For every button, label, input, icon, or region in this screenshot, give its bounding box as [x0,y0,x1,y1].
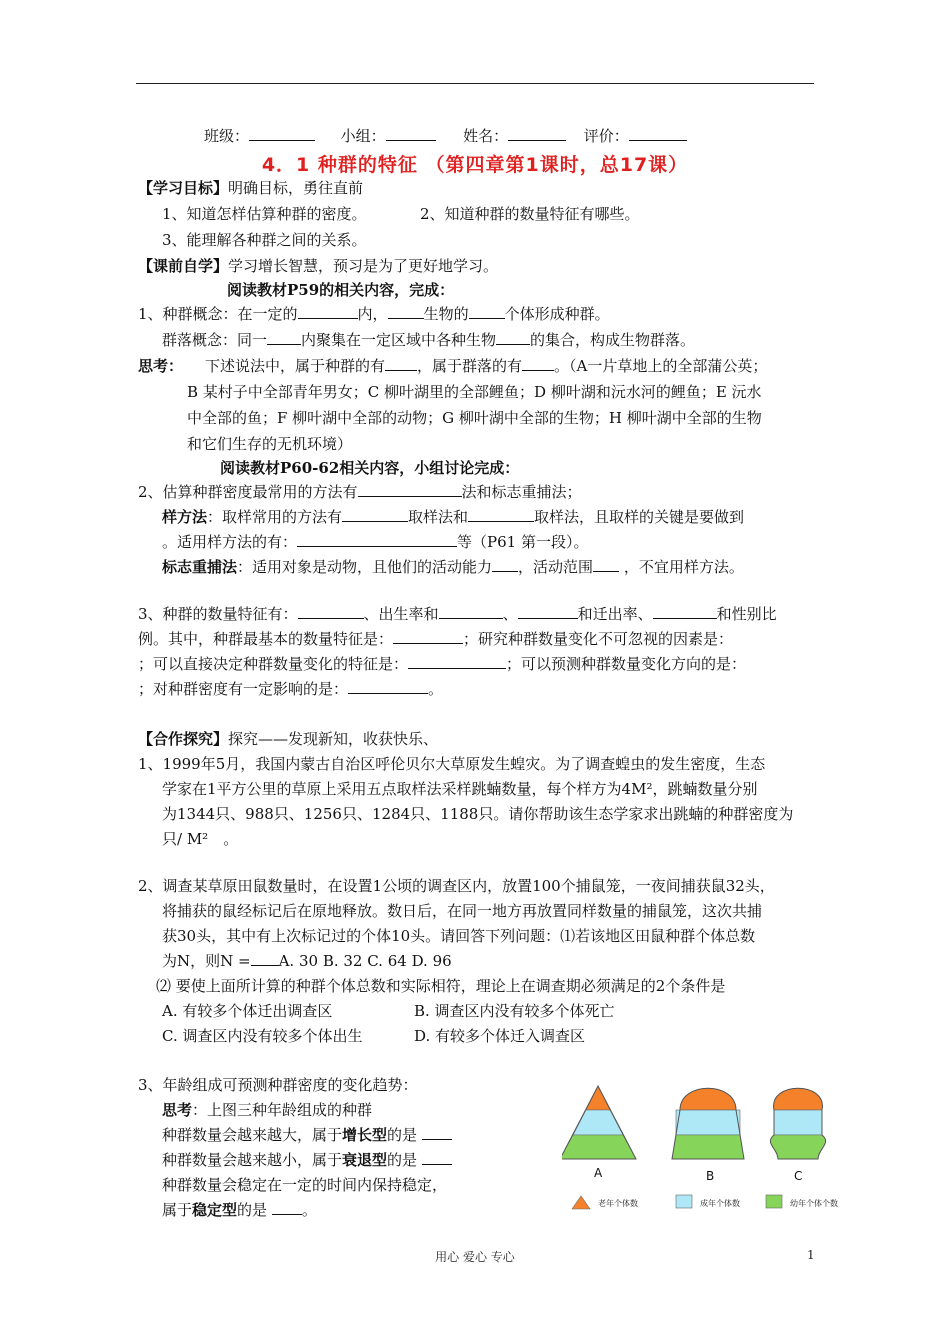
problem-1-line-1: 1、1999年5月，我国内蒙古自治区呼伦贝尔大草原发生蝗灾。为了调查蝗虫的发生密度，生态 [138,755,766,773]
think-question-line-4: 和它们生存的无机环境） [187,435,353,453]
eval-blank[interactable] [629,126,687,141]
pyramid-a-adult [573,1110,623,1135]
label-c: C [794,1169,803,1183]
q1-blank-5[interactable] [496,330,530,345]
name-blank[interactable] [508,126,566,141]
sample-text-b: 取样法和 [408,508,469,526]
problem-3-line-1: 3、年龄组成可预测种群密度的变化趋势： [138,1076,418,1094]
q3-text-b: 、出生率和 [363,605,439,623]
question-3-line-1 [138,604,777,624]
decline-type-label: 衰退型 [342,1151,388,1169]
q1-text-b: 内， [357,305,388,323]
q1-blank-3[interactable] [469,304,505,319]
mark-blank-1[interactable] [492,557,518,572]
age-pyramid-b [672,1088,744,1159]
goals-intro: 明确目标，勇往直前 [228,179,364,197]
think-question-line-2: B 某村子中全部青年男女；C 柳叶湖里的全部鲤鱼；D 柳叶湖和沅水河的鲤鱼；E 沅水 [187,383,762,401]
q1-text-d: 个体形成种群。 [504,305,610,323]
question-2 [138,482,582,502]
age-pyramid-c [770,1088,825,1159]
problem-2-line-1: 2、调查某草原田鼠数量时，在设置1公顷的调查区内，放置100个捕鼠笼，一夜间捕获鼠32头， [138,877,775,895]
pyramid-c-adult [774,1110,822,1135]
q3-text-j: ；对种群密度有一定影响的是： [138,680,349,698]
problem-2-line-2: 将捕获的鼠经标记后在原地释放。数日后，在同一地方再放置同样数量的捕鼠笼，这次共捕 [162,902,763,920]
problem-3-line-2 [162,1100,372,1120]
decline-blank[interactable] [422,1150,452,1165]
page-title: 4．1 种群的特征 （第四章第1课时，总17课） [261,154,689,176]
legend-young-swatch [766,1195,782,1208]
coop-heading: 【合作探究】 [138,730,229,748]
stable-type-line [162,1200,317,1220]
question-3-line-3 [138,654,746,674]
stable-blank[interactable] [272,1200,302,1215]
problem-1-line-2: 学家在1平方公里的草原上采用五点取样法采样跳蝻数量，每个样方为4M²，跳蝻数量分别 [162,780,758,798]
label-b: B [706,1169,715,1183]
q2-blank-1[interactable] [358,482,462,497]
p2-n-blank[interactable] [251,951,279,966]
q3-text-h: ；可以直接决定种群数量变化的特征是： [138,655,409,673]
class-label: 班级： [204,127,250,145]
q3-blank-2[interactable] [439,604,503,619]
pyramid-b-old [680,1088,736,1110]
legend-young-text: 幼年个体个数 [790,1199,838,1208]
stable-desc-line: 种群数量会稳定在一定的时间内保持稳定， [162,1176,448,1194]
problem-3-text: ：上图三种年龄组成的种群 [192,1101,373,1119]
coop-heading-line [138,729,438,749]
q1-text-a: 1、种群概念：在一定的 [138,305,298,323]
q1-text-c: 生物的 [423,305,469,323]
page-number: 1 [807,1248,815,1262]
group-label: 小组： [340,127,386,145]
option-c: C. 调查区内没有较多个体出生 [162,1027,363,1045]
problem-1-line-4: 只/ M² 。 [162,830,239,848]
mark-text-c: ，不宜用样方法。 [619,558,744,576]
question-3-line-4 [138,679,443,699]
think-blank-1[interactable] [385,356,417,371]
stable-text-a: 属于 [162,1201,193,1219]
pyramid-c-old [774,1088,823,1110]
goals-heading: 【学习目标】 [138,179,229,197]
goal-3: 3、能理解各种群之间的关系。 [162,231,367,249]
mark-recapture-label: 标志重捕法 [162,558,238,576]
q3-text-c: 、 [502,605,518,623]
age-pyramid-a [562,1086,636,1159]
think-text-b: ，属于群落的有 [417,357,523,375]
q1-blank-1[interactable] [298,304,358,319]
goals-heading-line [138,178,363,198]
decline-text-a: 种群数量会越来越小，属于 [162,1151,343,1169]
think-blank-2[interactable] [522,356,554,371]
preview-intro: 学习增长智慧，预习是为了更好地学习。 [228,257,499,275]
q1-text-f: 内聚集在一定区域中各种生物 [301,331,497,349]
sample-blank-2[interactable] [468,507,534,522]
q3-blank-4[interactable] [653,604,717,619]
pyramid-b-adult [676,1110,740,1135]
p2-options: A. 30 B. 32 C. 64 D. 96 [278,952,452,970]
growth-text-c: 的是 [387,1126,418,1144]
q3-text-k: 。 [428,680,444,698]
group-blank[interactable] [386,126,436,141]
legend-old-swatch [572,1196,590,1209]
decline-type-line [162,1150,452,1170]
decline-text-c: 的是 [387,1151,418,1169]
goal-2: 2、知道种群的数量特征有哪些。 [420,205,640,223]
problem-1-line-3: 为1344只、988只、1256只、1284只、1188只。请你帮助该生态学家求出跳蝻的种群密度为 [162,805,794,823]
q3-text-i: ；可以预测种群数量变化方向的是： [506,655,747,673]
growth-type-line [162,1125,452,1145]
option-d: D. 有较多个体迁入调查区 [414,1027,586,1045]
mark-text-a: ：适用对象是动物，且他们的活动能力 [237,558,493,576]
growth-text-a: 种群数量会越来越大，属于 [162,1126,343,1144]
sample-method-line-1 [162,507,744,527]
pyramid-c-young [770,1135,825,1159]
think-text-a: 下述说法中，属于种群的有 [205,357,386,375]
growth-blank[interactable] [422,1125,452,1140]
eval-label: 评价： [583,127,629,145]
think-question-line-3: 中全部的鱼；F 柳叶湖中全部的动物；G 柳叶湖中全部的生物；H 柳叶湖中全部的生物 [187,409,762,427]
question-3-line-2 [138,629,733,649]
read-instruction-1: 阅读教材P59的相关内容，完成： [227,281,455,299]
q3-blank-1[interactable] [298,604,364,619]
problem-2-line-5: ⑵ 要使上面所计算的种群个体总数和实际相符，理论上在调查期必须满足的2个条件是 [156,977,726,995]
question-1-community [162,330,695,350]
problem-3-think-label: 思考 [162,1101,193,1119]
growth-type-label: 增长型 [342,1126,388,1144]
question-1-population [138,304,610,324]
problem-2-line-4 [162,951,452,971]
legend-adult-swatch [676,1195,692,1208]
coop-intro: 探究——发现新知，收获快乐、 [228,730,439,748]
q3-blank-6[interactable] [408,654,506,669]
mark-blank-2[interactable] [593,557,619,572]
problem-2-line-3: 获30头，其中有上次标记过的个体10头。请回答下列问题：⑴若该地区田鼠种群个体总数 [162,927,756,945]
q3-text-d: 和迁出率、 [577,605,653,623]
goal-1: 1、知道怎样估算种群的密度。 [162,205,367,223]
q3-blank-5[interactable] [393,629,463,644]
sample-text-e: 等（P61 第一段）。 [457,533,589,551]
pyramid-b-young [672,1135,744,1159]
pyramid-a-old [586,1086,610,1110]
option-a: A. 有较多个体迁出调查区 [162,1002,333,1020]
legend-old-text: 老年个体数 [598,1199,638,1208]
footer-text: 用心 爱心 专心 [435,1250,515,1264]
name-label: 姓名： [463,127,509,145]
mark-text-b: ，活动范围 [518,558,594,576]
think-question-line-1 [138,356,767,376]
student-info-row [204,126,687,146]
q1-blank-2[interactable] [388,304,424,319]
label-a: A [594,1166,603,1180]
q3-text-a: 3、种群的数量特征有： [138,605,298,623]
sample-text-c: 取样法，且取样的关键是要做到 [534,508,745,526]
stable-text-d: 。 [301,1201,317,1219]
q1-blank-4[interactable] [267,330,301,345]
think-label: 思考： [138,357,184,375]
p2-n-label: 为N，则N = [162,952,251,970]
preview-heading: 【课前自学】 [138,257,229,275]
q2-text-a: 2、估算种群密度最常用的方法有 [138,483,358,501]
legend-adult-text: 成年个体数 [700,1199,740,1208]
header-rule [136,83,814,84]
q3-text-g: ；研究种群数量变化不可忽视的因素是： [463,630,734,648]
stable-text-c: 的是 [237,1201,268,1219]
stable-type-label: 稳定型 [192,1201,238,1219]
option-b: B. 调查区内没有较多个体死亡 [414,1002,615,1020]
sample-blank-1[interactable] [342,507,408,522]
sample-text-d: 。适用样方法的有： [162,533,298,551]
sample-text-a: ：取样常用的方法有 [207,508,343,526]
preview-heading-line [138,256,498,276]
q2-text-b: 法和标志重捕法； [461,483,582,501]
q3-text-e: 和性别比 [716,605,777,623]
q3-blank-3[interactable] [518,604,578,619]
mark-recapture-line [162,557,744,577]
think-text-c: 。（A一片草地上的全部蒲公英； [554,357,768,375]
q1-text-e: 群落概念：同一 [162,331,268,349]
age-structure-diagram [562,1083,852,1213]
sample-method-line-2 [162,532,588,552]
q1-text-g: 的集合，构成生物群落。 [530,331,696,349]
sample-method-label: 样方法 [162,508,208,526]
q3-text-f: 例。其中，种群最基本的数量特征是： [138,630,394,648]
q3-blank-7[interactable] [348,679,428,694]
class-blank[interactable] [249,126,315,141]
sample-blank-3[interactable] [297,532,457,547]
read-instruction-2: 阅读教材P60-62相关内容，小组讨论完成： [220,459,520,477]
